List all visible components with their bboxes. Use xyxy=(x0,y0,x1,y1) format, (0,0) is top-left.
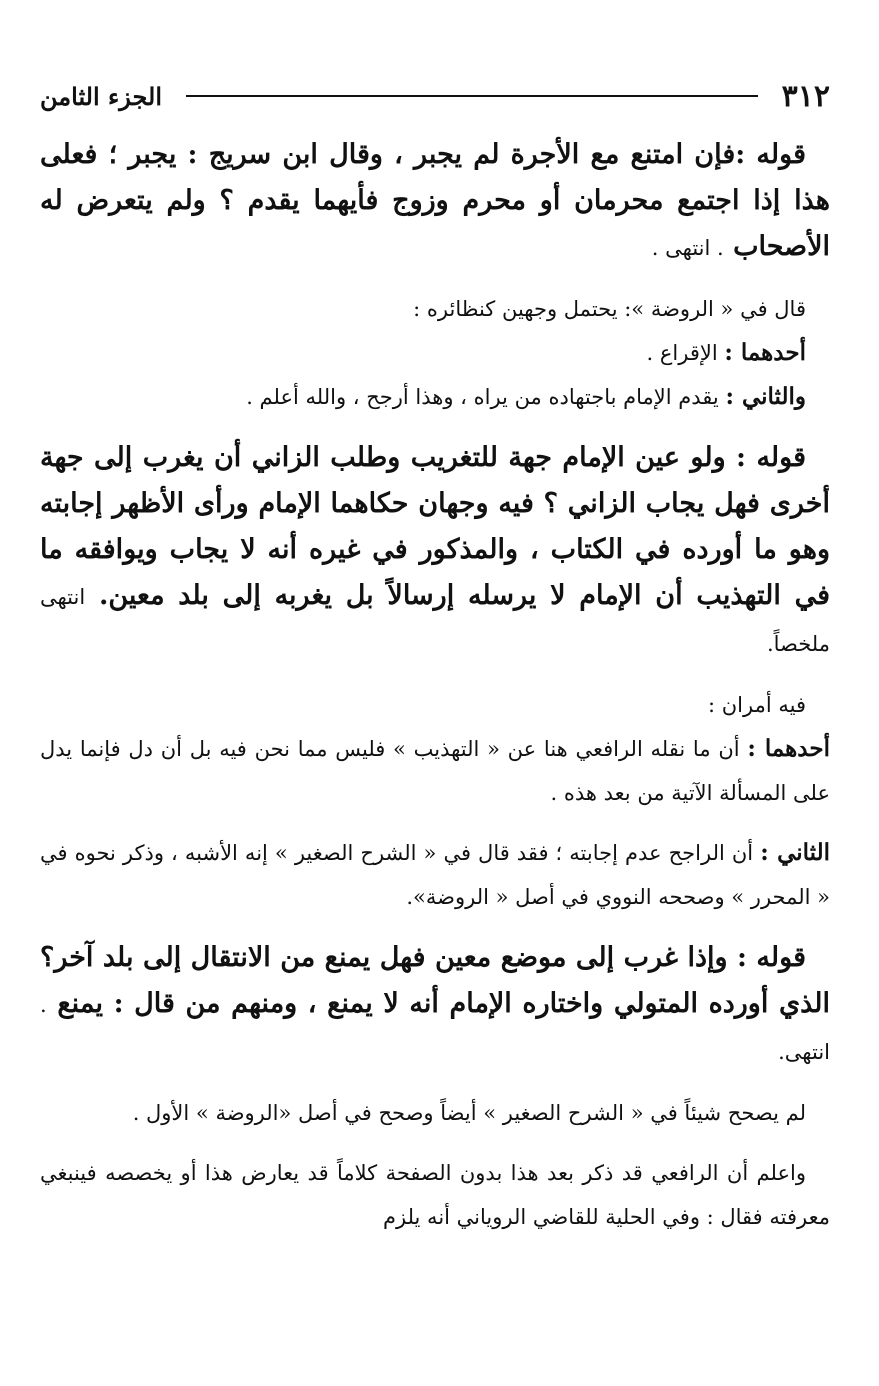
quote-paragraph-5 xyxy=(40,435,830,667)
page-header xyxy=(40,70,830,122)
quote-text: فإن امتنع مع الأجرة لم يجبر ، وقال ابن سريج : يجبر ؛ فعلى هذا إذا اجتمع محرمان أو محرم وزوج فأيهما يقدم ؟ ولم يتعرض له الأصحاب xyxy=(40,139,830,262)
paragraph-text: قال في « الروضة »: يحتمل وجهين كنظائره : xyxy=(413,297,806,321)
paragraph-7 xyxy=(40,727,830,815)
document-page xyxy=(40,70,830,1239)
quote-end: انتهى ملخصاً. xyxy=(40,585,830,656)
header-rule xyxy=(186,95,758,97)
quote-paragraph-9 xyxy=(40,935,830,1075)
paragraph-2 xyxy=(40,287,830,331)
paragraph-4 xyxy=(40,375,830,419)
paragraph-8 xyxy=(40,831,830,919)
paragraph-text: الإقراع . xyxy=(646,341,718,365)
paragraph-lead: أحدهما : xyxy=(747,735,830,762)
paragraph-text: يقدم الإمام باجتهاده من يراه ، وهذا أرجح ، والله أعلم . xyxy=(246,385,719,409)
paragraph-11 xyxy=(40,1151,830,1239)
quote-text: وإذا غرب إلى موضع معين فهل يمنع من الانتقال إلى بلد آخر؟ الذي أورده المتولي واختاره الإمام أنه لا يمنع ، ومنهم من قال : يمنع xyxy=(40,942,830,1019)
paragraph-lead: أحدهما : xyxy=(724,339,806,366)
paragraph-text: لم يصحح شيئاً في « الشرح الصغير » أيضاً وصحح في أصل «الروضة » الأول . xyxy=(132,1101,806,1125)
paragraph-lead: الثاني : xyxy=(760,839,830,866)
paragraph-10 xyxy=(40,1091,830,1135)
quote-end: . انتهى . xyxy=(651,236,724,260)
paragraph-text: أن ما نقله الرافعي هنا عن « التهذيب » فليس مما نحن فيه بل أن دل فإنما يدل على المسألة الآتية من بعد هذه . xyxy=(40,737,830,805)
quote-lead: قوله : xyxy=(736,442,806,473)
paragraph-6 xyxy=(40,683,830,727)
paragraph-text: أن الراجح عدم إجابته ؛ فقد قال في « الشرح الصغير » إنه الأشبه ، وذكر نحوه في « المحرر » وصححه النووي في أصل « الروضة». xyxy=(40,841,830,909)
quote-lead: قوله : xyxy=(737,942,806,973)
page-number: ٣١٢ xyxy=(781,78,830,114)
paragraph-text: فيه أمران : xyxy=(708,693,806,717)
paragraph-lead: والثاني : xyxy=(725,383,806,410)
quote-lead: قوله : xyxy=(735,139,806,170)
quote-paragraph-1 xyxy=(40,132,830,271)
running-title: الجزء الثامن xyxy=(40,81,163,111)
paragraph-3 xyxy=(40,331,830,375)
paragraph-text: واعلم أن الرافعي قد ذكر بعد هذا بدون الصفحة كلاماً قد يعارض هذا أو يخصصه فينبغي معرفته فقال : وفي الحلية للقاضي الروياني أنه يلزم xyxy=(40,1161,830,1229)
quote-text: ولو عين الإمام جهة للتغريب وطلب الزاني أن يغرب إلى جهة أخرى فهل يجاب الزاني ؟ فيه وجهان حكاهما الإمام ورأى الأظهر إجابته وهو ما أورده في الكتاب ، والمذكور في غيره أنه لا يجاب ويوافقه ما في التهذيب أن الإمام لا يرسله إرسالاً بل يغربه إلى بلد معين. xyxy=(40,442,830,611)
quote-end: . انتهى. xyxy=(40,993,830,1064)
